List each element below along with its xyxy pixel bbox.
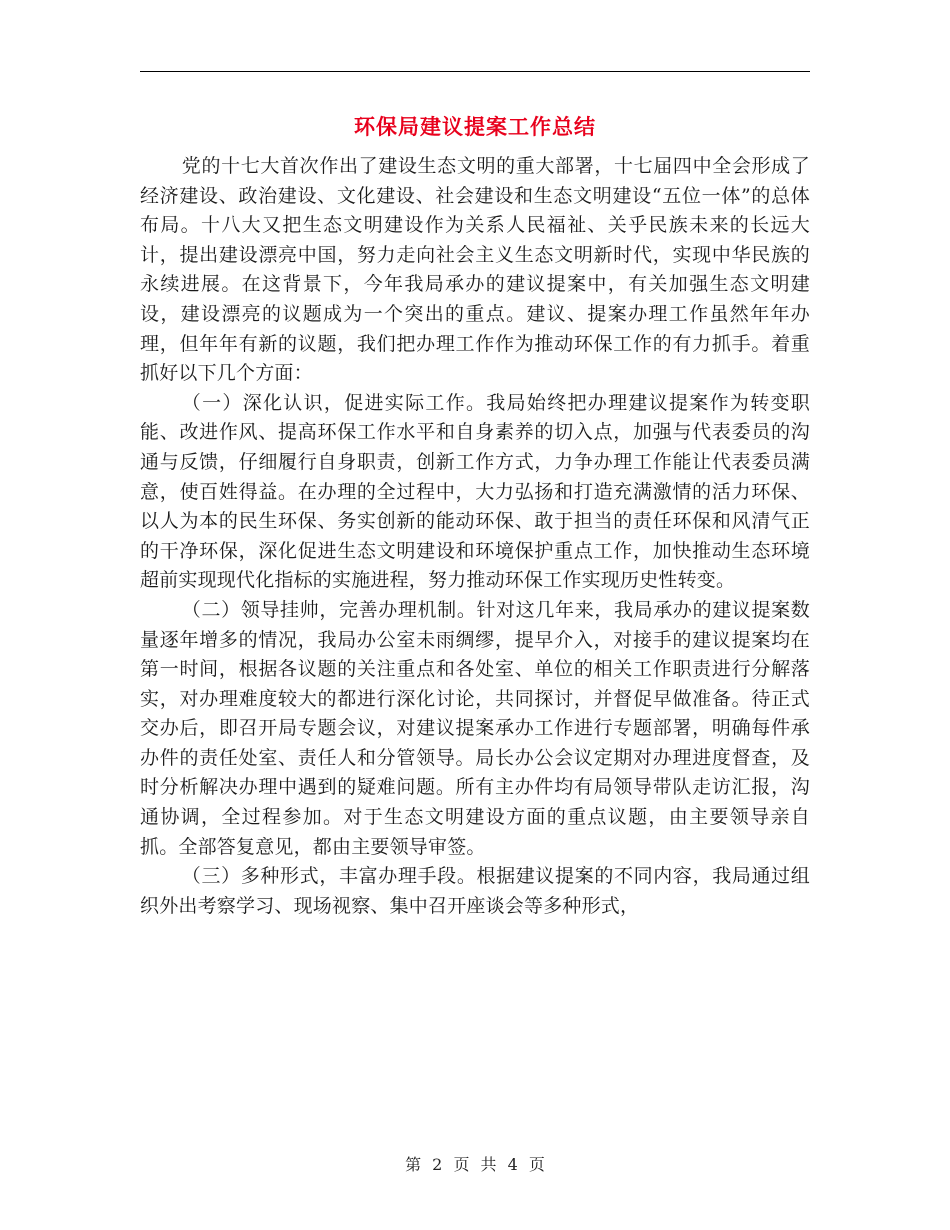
document-title: 环保局建议提案工作总结 [354, 114, 596, 139]
page-number-footer: 第 2 页 共 4 页 [405, 1155, 545, 1174]
paragraph-section-2: （二）领导挂帅，完善办理机制。针对这几年来，我局承办的建议提案数量逐年增多的情况，我局办公室未雨绸缪，提早介入，对接手的建议提案均在第一时间，根据各议题的关注重点和各处室、单位的相关工作职责进行分解落实，对办理难度较大的都进行深化讨论，共同探讨，并督促早做准备。待正式交办后，即召开局专题会议，对建议提案承办工作进行专题部署，明确每件承办件的责任处室、责任人和分管领导。局长办公会议定期对办理进度督查，及时分析解决办理中遇到的疑难问题。所有主办件均有局领导带队走访汇报，沟通协调，全过程参加。对于生态文明建设方面的重点议题，由主要领导亲自抓。全部答复意见，都由主要领导审签。 [140, 598, 810, 858]
paragraph-section-3: （三）多种形式，丰富办理手段。根据建议提案的不同内容，我局通过组织外出考察学习、现场视察、集中召开座谈会等多种形式， [140, 865, 810, 917]
header-rule [140, 71, 810, 72]
paragraph-section-1: （一）深化认识，促进实际工作。我局始终把办理建议提案作为转变职能、改进作风、提高环保工作水平和自身素养的切入点，加强与代表委员的沟通与反馈，仔细履行自身职责，创新工作方式，力争办理工作能让代表委员满意，使百姓得益。在办理的全过程中，大力弘扬和打造充满激情的活力环保、以人为本的民生环保、务实创新的能动环保、敢于担当的责任环保和风清气正的干净环保，深化促进生态文明建设和环境保护重点工作，加快推动生态环境超前实现现代化指标的实施进程，努力推动环保工作实现历史性转变。 [140, 391, 810, 592]
document-body [140, 152, 810, 921]
paragraph-intro: 党的十七大首次作出了建设生态文明的重大部署，十七届四中全会形成了经济建设、政治建设、文化建设、社会建设和生态文明建设“五位一体”的总体布局。十八大又把生态文明建设作为关系人民福祉、关乎民族未来的长远大计，提出建设漂亮中国，努力走向社会主义生态文明新时代，实现中华民族的永续进展。在这背景下，今年我局承办的建议提案中，有关加强生态文明建设，建设漂亮的议题成为一个突出的重点。建议、提案办理工作虽然年年办理，但年年有新的议题，我们把办理工作作为推动环保工作的有力抓手。着重抓好以下几个方面： [140, 155, 810, 385]
